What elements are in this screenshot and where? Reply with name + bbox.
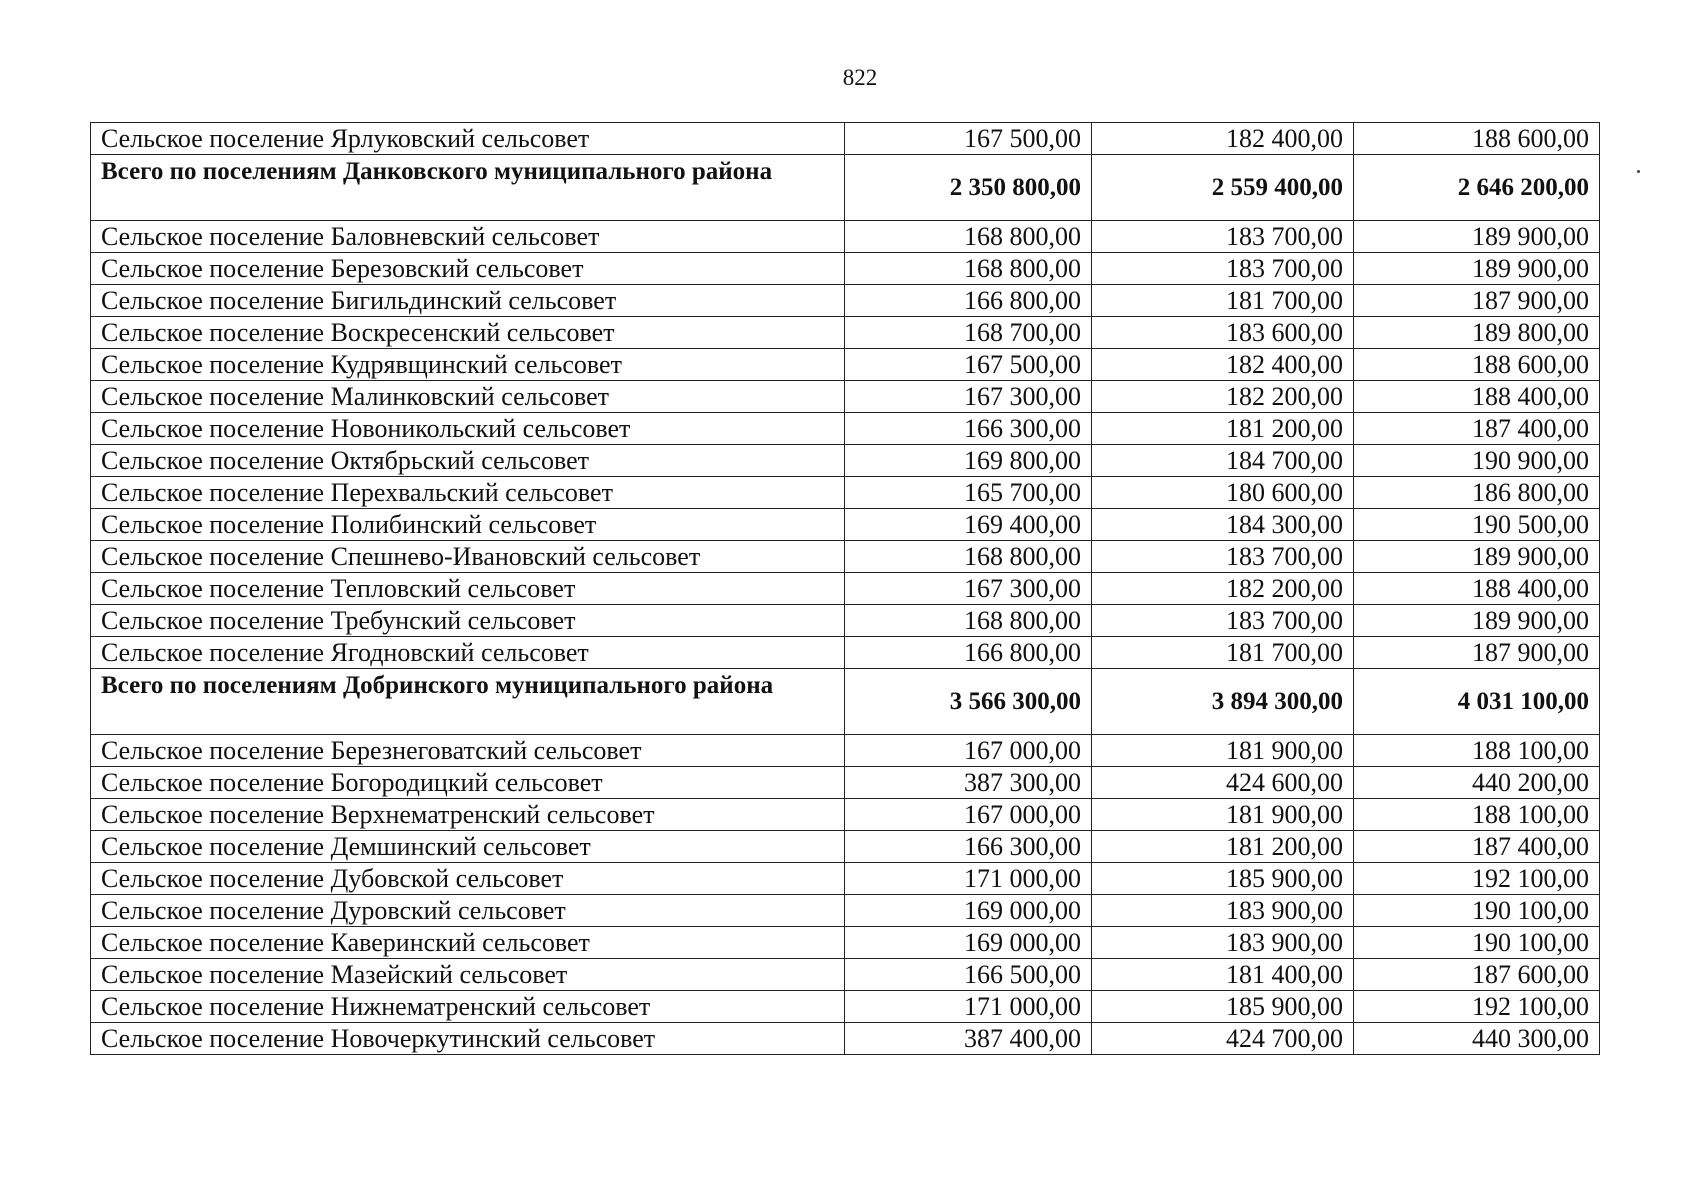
table-row (91, 285, 1600, 317)
settlement-name-cell: Сельское поселение Перехвальский сельсовет (91, 477, 845, 509)
value-cell-2: 181 900,00 (1092, 799, 1354, 831)
settlement-name-cell: Сельское поселение Новочеркутинский сельсовет (91, 1023, 845, 1055)
value-cell-2: 185 900,00 (1092, 991, 1354, 1023)
value-cell-1: 167 000,00 (845, 735, 1092, 767)
settlement-name-cell: Сельское поселение Кудрявщинский сельсовет (91, 349, 845, 381)
value-cell-2: 183 900,00 (1092, 895, 1354, 927)
settlement-name-cell: Сельское поселение Требунский сельсовет (91, 605, 845, 637)
settlement-name-cell: Сельское поселение Тепловский сельсовет (91, 573, 845, 605)
value-cell-3: 188 400,00 (1354, 573, 1600, 605)
value-cell-1: 169 400,00 (845, 509, 1092, 541)
table-row (91, 541, 1600, 573)
value-cell-3: 189 900,00 (1354, 221, 1600, 253)
value-cell-3: 188 600,00 (1354, 349, 1600, 381)
table-row (91, 991, 1600, 1023)
value-cell-2: 185 900,00 (1092, 863, 1354, 895)
value-cell-3: 188 100,00 (1354, 735, 1600, 767)
settlement-name-cell: Сельское поселение Каверинский сельсовет (91, 927, 845, 959)
value-cell-2: 183 600,00 (1092, 317, 1354, 349)
value-cell-2: 424 700,00 (1092, 1023, 1354, 1055)
value-cell-1: 165 700,00 (845, 477, 1092, 509)
settlement-name-cell: Сельское поселение Баловневский сельсовет (91, 221, 845, 253)
value-cell-3: 189 800,00 (1354, 317, 1600, 349)
value-cell-2: 181 700,00 (1092, 637, 1354, 669)
value-cell-2: 181 200,00 (1092, 413, 1354, 445)
value-cell-3: 188 600,00 (1354, 123, 1600, 155)
value-cell-3: 440 300,00 (1354, 1023, 1600, 1055)
value-cell-2: 182 400,00 (1092, 123, 1354, 155)
table-row (91, 445, 1600, 477)
table-row-total (91, 155, 1600, 221)
settlement-name-cell: Сельское поселение Новоникольский сельсовет (91, 413, 845, 445)
table-row (91, 1023, 1600, 1055)
value-cell-1: 167 000,00 (845, 799, 1092, 831)
value-cell-3: 4 031 100,00 (1354, 669, 1600, 735)
value-cell-2: 181 200,00 (1092, 831, 1354, 863)
table-row (91, 959, 1600, 991)
value-cell-2: 183 700,00 (1092, 253, 1354, 285)
table-row-total (91, 669, 1600, 735)
value-cell-1: 168 800,00 (845, 253, 1092, 285)
scan-speck (1637, 170, 1640, 173)
value-cell-2: 181 700,00 (1092, 285, 1354, 317)
value-cell-3: 189 900,00 (1354, 253, 1600, 285)
settlement-name-cell: Сельское поселение Березовский сельсовет (91, 253, 845, 285)
value-cell-2: 2 559 400,00 (1092, 155, 1354, 221)
table-row (91, 573, 1600, 605)
value-cell-3: 192 100,00 (1354, 991, 1600, 1023)
value-cell-2: 180 600,00 (1092, 477, 1354, 509)
value-cell-3: 189 900,00 (1354, 605, 1600, 637)
settlement-name-cell: Сельское поселение Дубовской сельсовет (91, 863, 845, 895)
value-cell-1: 167 300,00 (845, 573, 1092, 605)
value-cell-3: 189 900,00 (1354, 541, 1600, 573)
value-cell-2: 181 900,00 (1092, 735, 1354, 767)
value-cell-3: 187 900,00 (1354, 285, 1600, 317)
settlement-name-cell: Сельское поселение Дуровский сельсовет (91, 895, 845, 927)
value-cell-3: 190 100,00 (1354, 927, 1600, 959)
value-cell-3: 187 400,00 (1354, 831, 1600, 863)
value-cell-1: 166 500,00 (845, 959, 1092, 991)
value-cell-1: 167 500,00 (845, 123, 1092, 155)
table-row (91, 509, 1600, 541)
value-cell-1: 169 000,00 (845, 895, 1092, 927)
value-cell-2: 424 600,00 (1092, 767, 1354, 799)
table-row (91, 317, 1600, 349)
table-row (91, 253, 1600, 285)
value-cell-1: 167 300,00 (845, 381, 1092, 413)
settlement-name-cell: Сельское поселение Спешнево-Ивановский сельсовет (91, 541, 845, 573)
table-row (91, 799, 1600, 831)
value-cell-3: 188 100,00 (1354, 799, 1600, 831)
settlement-name-cell: Сельское поселение Ярлуковский сельсовет (91, 123, 845, 155)
value-cell-1: 387 400,00 (845, 1023, 1092, 1055)
settlement-name-cell: Сельское поселение Ягодновский сельсовет (91, 637, 845, 669)
value-cell-1: 169 800,00 (845, 445, 1092, 477)
value-cell-1: 168 800,00 (845, 541, 1092, 573)
value-cell-3: 187 900,00 (1354, 637, 1600, 669)
value-cell-2: 183 700,00 (1092, 221, 1354, 253)
value-cell-1: 166 300,00 (845, 413, 1092, 445)
value-cell-1: 166 800,00 (845, 285, 1092, 317)
value-cell-3: 190 100,00 (1354, 895, 1600, 927)
settlement-name-cell: Сельское поселение Полибинский сельсовет (91, 509, 845, 541)
table-row (91, 381, 1600, 413)
value-cell-2: 182 200,00 (1092, 381, 1354, 413)
value-cell-1: 167 500,00 (845, 349, 1092, 381)
page-number: 822 (842, 65, 878, 90)
settlement-name-cell: Сельское поселение Нижнематренский сельсовет (91, 991, 845, 1023)
table-row (91, 349, 1600, 381)
settlement-name-cell: Сельское поселение Мазейский сельсовет (91, 959, 845, 991)
settlement-name-cell: Всего по поселениям Добринского муниципального района (91, 669, 845, 735)
value-cell-3: 188 400,00 (1354, 381, 1600, 413)
value-cell-1: 387 300,00 (845, 767, 1092, 799)
value-cell-2: 182 400,00 (1092, 349, 1354, 381)
settlement-name-cell: Сельское поселение Демшинский сельсовет (91, 831, 845, 863)
value-cell-3: 440 200,00 (1354, 767, 1600, 799)
value-cell-1: 168 700,00 (845, 317, 1092, 349)
table-row (91, 413, 1600, 445)
table-row (91, 767, 1600, 799)
table-row (91, 637, 1600, 669)
settlement-name-cell: Сельское поселение Богородицкий сельсовет (91, 767, 845, 799)
value-cell-1: 171 000,00 (845, 991, 1092, 1023)
value-cell-1: 168 800,00 (845, 605, 1092, 637)
value-cell-3: 186 800,00 (1354, 477, 1600, 509)
value-cell-2: 182 200,00 (1092, 573, 1354, 605)
value-cell-2: 181 400,00 (1092, 959, 1354, 991)
table-row (91, 605, 1600, 637)
value-cell-3: 192 100,00 (1354, 863, 1600, 895)
value-cell-2: 184 700,00 (1092, 445, 1354, 477)
value-cell-2: 183 900,00 (1092, 927, 1354, 959)
settlement-name-cell: Сельское поселение Воскресенский сельсовет (91, 317, 845, 349)
table-row (91, 863, 1600, 895)
table-row (91, 477, 1600, 509)
table-row (91, 221, 1600, 253)
value-cell-1: 168 800,00 (845, 221, 1092, 253)
table-row (91, 927, 1600, 959)
budget-table (90, 122, 1600, 1055)
value-cell-1: 171 000,00 (845, 863, 1092, 895)
value-cell-1: 2 350 800,00 (845, 155, 1092, 221)
settlement-name-cell: Сельское поселение Октябрьский сельсовет (91, 445, 845, 477)
value-cell-3: 187 600,00 (1354, 959, 1600, 991)
value-cell-1: 169 000,00 (845, 927, 1092, 959)
value-cell-1: 3 566 300,00 (845, 669, 1092, 735)
value-cell-2: 184 300,00 (1092, 509, 1354, 541)
table-row (91, 123, 1600, 155)
settlement-name-cell: Всего по поселениям Данковского муниципального района (91, 155, 845, 221)
table-row (91, 735, 1600, 767)
value-cell-3: 187 400,00 (1354, 413, 1600, 445)
value-cell-3: 190 900,00 (1354, 445, 1600, 477)
table-row (91, 895, 1600, 927)
settlement-name-cell: Сельское поселение Бигильдинский сельсовет (91, 285, 845, 317)
value-cell-1: 166 300,00 (845, 831, 1092, 863)
value-cell-2: 183 700,00 (1092, 605, 1354, 637)
value-cell-3: 2 646 200,00 (1354, 155, 1600, 221)
value-cell-1: 166 800,00 (845, 637, 1092, 669)
table-row (91, 831, 1600, 863)
value-cell-2: 3 894 300,00 (1092, 669, 1354, 735)
value-cell-2: 183 700,00 (1092, 541, 1354, 573)
settlement-name-cell: Сельское поселение Верхнематренский сельсовет (91, 799, 845, 831)
settlement-name-cell: Сельское поселение Березнеговатский сельсовет (91, 735, 845, 767)
settlement-name-cell: Сельское поселение Малинковский сельсовет (91, 381, 845, 413)
value-cell-3: 190 500,00 (1354, 509, 1600, 541)
table-body (91, 123, 1600, 1055)
